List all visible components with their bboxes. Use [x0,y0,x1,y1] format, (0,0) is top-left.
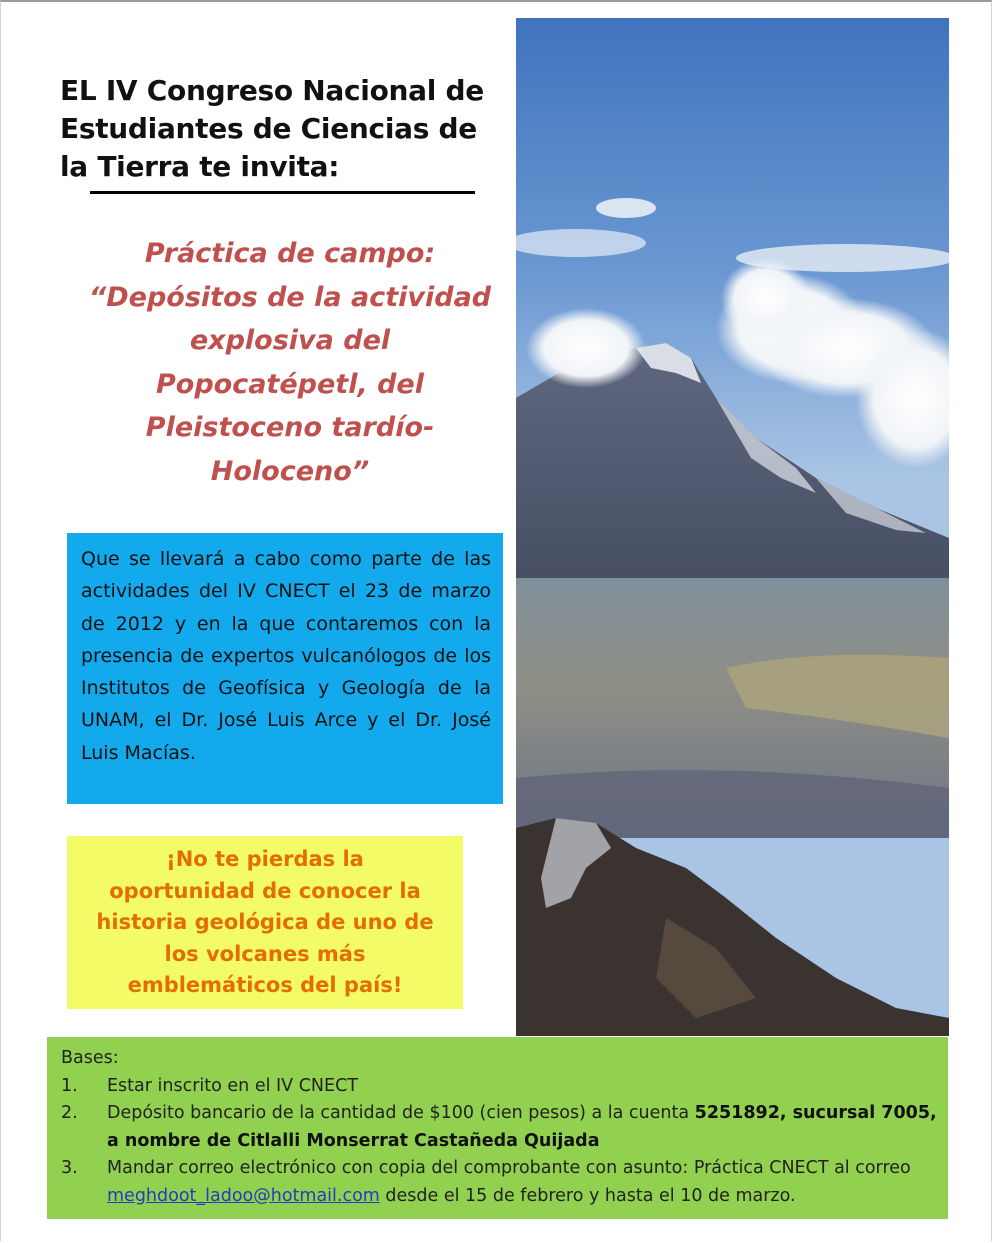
heading-divider [90,191,475,194]
bases-item-text: Mandar correo electrónico con copia del comprobante con asunto: Práctica CNECT al correo [107,1158,911,1178]
heading-line-2: Estudiantes de Ciencias de [60,112,477,145]
event-title-line: “Depósitos de la actividad [88,281,492,313]
event-title-line: Pleistoceno tardío- [145,412,435,443]
callout-line: emblemáticos del país! [127,973,403,997]
event-title-line: explosiva del [189,325,391,356]
callout-line: historia geológica de uno de [96,910,434,934]
bases-item-text: Depósito bancario de la cantidad de $100 (cien pesos) a la cuenta [107,1103,695,1123]
bases-item-text: Estar inscrito en el IV CNECT [107,1075,358,1096]
description-text: Que se llevará a cabo como parte de las actividades del IV CNECT el 23 de marzo de 2012 y en la que contaremos con la presencia de expertos vulcanólogos de los Institutos de Geofísica y Geología de la UNAM, el Dr. José Luis Arce y el Dr. José Luis Macías. [81,548,491,764]
bases-list [61,1073,938,1211]
bases-item-text-end: desde el 15 de febrero y hasta el 10 de marzo. [379,1185,796,1206]
bank-account-details: 5251892, sucursal 7005, a nombre de Citlalli Monserrat Castañeda Quijada [107,1103,937,1151]
bases-title: Bases: [61,1048,119,1068]
description-box [67,533,503,804]
bases-item [61,1155,938,1210]
bases-item-number: 1. [61,1075,78,1096]
bases-item-number: 2. [61,1103,78,1123]
event-title-line: Popocatépetl, del [155,368,424,400]
email-link[interactable]: meghdoot_ladoo@hotmail.com [107,1185,380,1206]
callout-line: ¡No te pierdas la [166,847,364,871]
bases-item [61,1073,938,1101]
callout-line: oportunidad de conocer la [109,878,421,903]
bases-item [61,1100,938,1155]
bases-box [47,1037,948,1219]
event-title-line: Práctica de campo: [144,238,436,269]
callout-box [67,836,463,1009]
volcano-photo [516,18,949,1036]
bases-item-number: 3. [61,1158,78,1178]
event-title [60,232,520,493]
invitation-heading [60,72,510,186]
event-title-line: Holoceno” [210,455,370,487]
heading-line-3: la Tierra te invita: [60,150,340,183]
heading-line-1: EL IV Congreso Nacional de [60,74,484,107]
callout-line: los volcanes más [164,941,366,966]
